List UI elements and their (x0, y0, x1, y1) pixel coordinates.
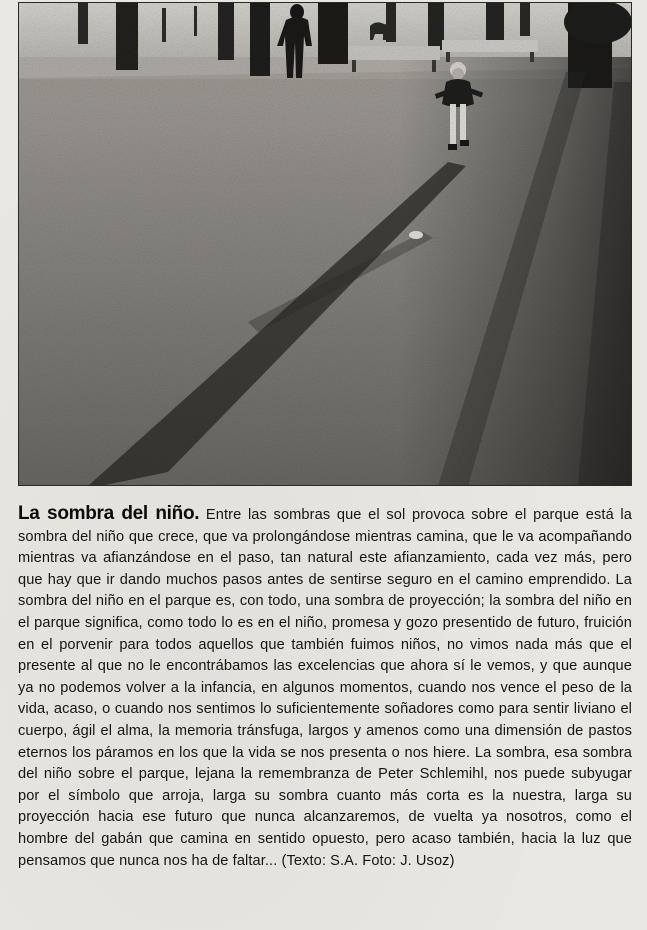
park-photo-illustration (18, 2, 632, 486)
park-photo (18, 2, 632, 486)
article-headline: La sombra del niño. (18, 503, 200, 524)
article-caption (18, 503, 632, 872)
article-body: Entre las sombras que el sol provoca sobre el parque está la sombra del niño que crece, que va prolongándose mientras camina, que le va acompañando mientras va afianzándose en el paso, tan natural este afianzamiento, cada vez más, pero que hay que ir dando muchos pasos antes de sentirse seguro en el camino emprendido. La sombra del niño en el parque es, con todo, una sombra de proyección; la sombra del niño en el parque significa, como todo lo es en el niño, promesa y gozo presentido de futuro, fruición en el porvenir para todos aquellos que también fuimos niños, no vimos nada más que el presente al que no le encontrábamos las excelencias que ahora sí le vemos, y que aunque ya no podemos volver a la infancia, en algunos momentos, cuando nos vence el peso de la vida, acaso, o cuando nos sentimos lo suficientemente soñadores como para sentir liviano el cuerpo, ágil el alma, la memoria tránsfuga, largos y amenos como una dimensión de pastos eternos los páramos en los que la vida se nos presenta o nos hiere. La sombra, esa sombra del niño sobre el parque, lejana la remembranza de Peter Schlemihl, nos puede subyugar por el símbolo que arroja, larga su sombra cuanto más corta es la nuestra, larga su proyección hacia ese futuro que nunca alcanzaremos, de vuelta ya nosotros, como el hombre del gabán que camina en sentido opuesto, pero acaso también, hacia la luz que pensamos que nunca nos ha de faltar... (Texto: S.A. Foto: J. Usoz) (18, 507, 632, 869)
